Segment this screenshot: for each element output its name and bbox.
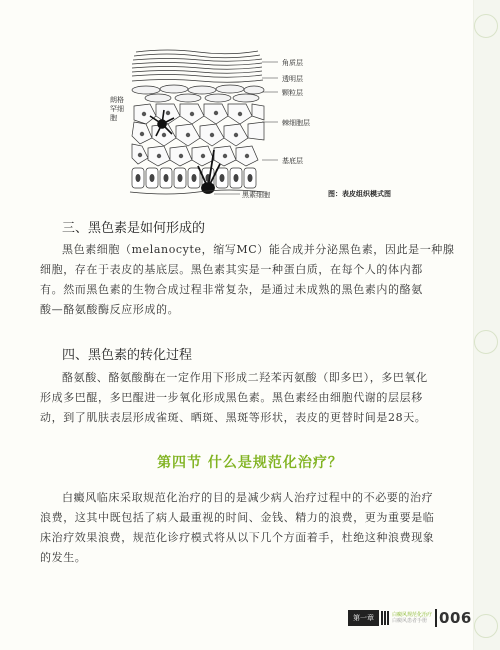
label-stratum-spinosum: 棘细胞层 xyxy=(282,119,310,127)
seal-icon xyxy=(474,614,498,638)
seal-icon xyxy=(474,330,498,354)
label-stratum-granulosum: 颗粒层 xyxy=(282,89,303,97)
paragraph-line: 酪氨酸、酪氨酸酶在一定作用下形成二羟苯丙氨酸（即多巴），多巴氧化 xyxy=(62,371,428,384)
section-3-paragraph xyxy=(40,240,462,320)
footer-bars xyxy=(381,611,389,625)
page-footer xyxy=(348,610,472,626)
page-number: 006 xyxy=(435,609,472,627)
figure-caption: 图：表皮组织模式图 xyxy=(328,190,391,198)
paragraph-line: 动，到了肌肤表层形成雀斑、晒斑、黑斑等形状，表皮的更替时间是28天。 xyxy=(40,411,427,424)
watermark-strip xyxy=(473,0,500,650)
section-heading-3: 三、黑色素是如何形成的 xyxy=(62,221,206,236)
label-stratum-basale: 基底层 xyxy=(282,157,303,165)
epidermis-diagram xyxy=(110,38,458,203)
seal-icon xyxy=(474,14,498,38)
paragraph-line: 黑色素细胞（melanocyte，缩写MC）能合成并分泌黑色素，因此是一种腺 xyxy=(62,243,455,256)
book-subtitle: 白癜风患者手册 xyxy=(392,618,428,624)
paragraph-line: 形成多巴醌，多巴醌进一步氧化形成黑色素。黑色素经由细胞代谢的层层移 xyxy=(40,391,423,404)
paragraph-line: 的发生。 xyxy=(40,551,87,564)
label-langerhans-cell: 朗格罕细胞 xyxy=(110,96,124,122)
paragraph-line: 有。然而黑色素的生物合成过程非常复杂，是通过未成熟的黑色素内的酪氨 xyxy=(40,283,423,296)
label-stratum-lucidum: 透明层 xyxy=(282,75,303,83)
chapter-section-title: 第四节 什么是规范化治疗？ xyxy=(157,455,343,471)
section-heading-4: 四、黑色素的转化过程 xyxy=(62,348,193,363)
chapter-tab: 第一章 xyxy=(348,610,379,626)
footer-book-title xyxy=(392,612,432,624)
section-4-paragraph xyxy=(40,368,462,428)
label-stratum-corneum: 角质层 xyxy=(282,59,303,67)
paragraph-line: 床治疗效果浪费，规范化诊疗模式将从以下几个方面着手，杜绝这种浪费现象 xyxy=(40,531,435,544)
paragraph-line: 酸—酪氨酸酶反应形成的。 xyxy=(40,303,180,316)
book-title: 白癜风规范化治疗 xyxy=(392,612,433,618)
paragraph-line: 浪费，这其中既包括了病人最重视的时间、金钱、精力的浪费，更为重要是临 xyxy=(40,511,435,524)
label-melanocyte: 黑素细胞 xyxy=(242,191,270,199)
paragraph-line: 细胞，存在于表皮的基底层。黑色素其实是一种蛋白质，在每个人的体内都 xyxy=(40,263,423,276)
final-paragraph xyxy=(40,488,462,568)
paragraph-line: 白癜风临床采取规范化治疗的目的是减少病人治疗过程中的不必要的治疗 xyxy=(62,491,434,504)
